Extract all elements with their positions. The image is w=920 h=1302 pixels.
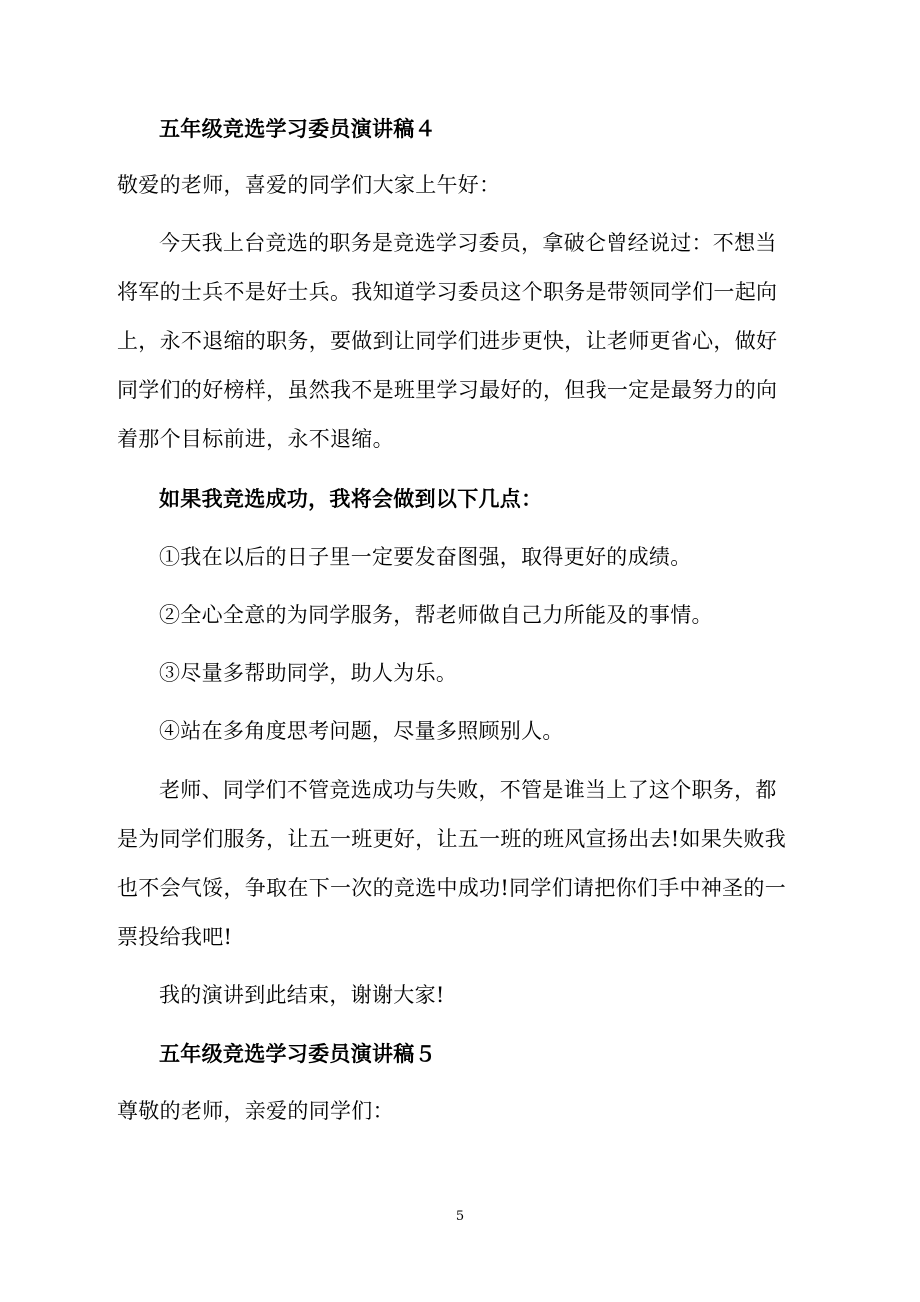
- speech-end-line: 我的演讲到此结束，谢谢大家!: [159, 983, 445, 1007]
- closing-paragraph-line: 是为同学们服务，让五一班更好，让五一班的班风宣扬出去!如果失败我: [117, 827, 787, 851]
- intro-paragraph-line: 上，永不退缩的职务，要做到让同学们进步更快，让老师更省心，做好: [117, 329, 778, 353]
- point-item-3: ③尽量多帮助同学，助人为乐。: [159, 661, 458, 685]
- closing-paragraph-line: 老师、同学们不管竞选成功与失败，不管是谁当上了这个职务，都: [159, 778, 777, 802]
- point-item-4: ④站在多角度思考问题，尽量多照顾别人。: [159, 719, 564, 743]
- greeting-line: 敬爱的老师，喜爱的同学们大家上午好：: [117, 173, 501, 197]
- page-number: 5: [455, 1209, 465, 1224]
- intro-paragraph-line: 今天我上台竞选的职务是竞选学习委员，拿破仑曾经说过：不想当: [159, 231, 777, 255]
- closing-paragraph-line: 也不会气馁，争取在下一次的竞选中成功!同学们请把你们手中神圣的一: [117, 876, 787, 900]
- intro-paragraph-line: 着那个目标前进，永不退缩。: [117, 427, 394, 451]
- intro-paragraph-line: 将军的士兵不是好士兵。我知道学习委员这个职务是带领同学们一起向: [117, 280, 778, 304]
- speech-heading-5: 五年级竞选学习委员演讲稿５: [159, 1041, 436, 1066]
- speech-heading-4: 五年级竞选学习委员演讲稿４: [159, 116, 436, 141]
- greeting-line-2: 尊敬的老师，亲爱的同学们：: [117, 1099, 394, 1123]
- points-heading: 如果我竞选成功，我将会做到以下几点：: [159, 486, 543, 511]
- closing-paragraph-line: 票投给我吧!: [117, 925, 233, 949]
- point-item-2: ②全心全意的为同学服务，帮老师做自己力所能及的事情。: [159, 603, 713, 627]
- intro-paragraph-line: 同学们的好榜样，虽然我不是班里学习最好的，但我一定是最努力的向: [117, 378, 778, 402]
- point-item-1: ①我在以后的日子里一定要发奋图强，取得更好的成绩。: [159, 545, 692, 569]
